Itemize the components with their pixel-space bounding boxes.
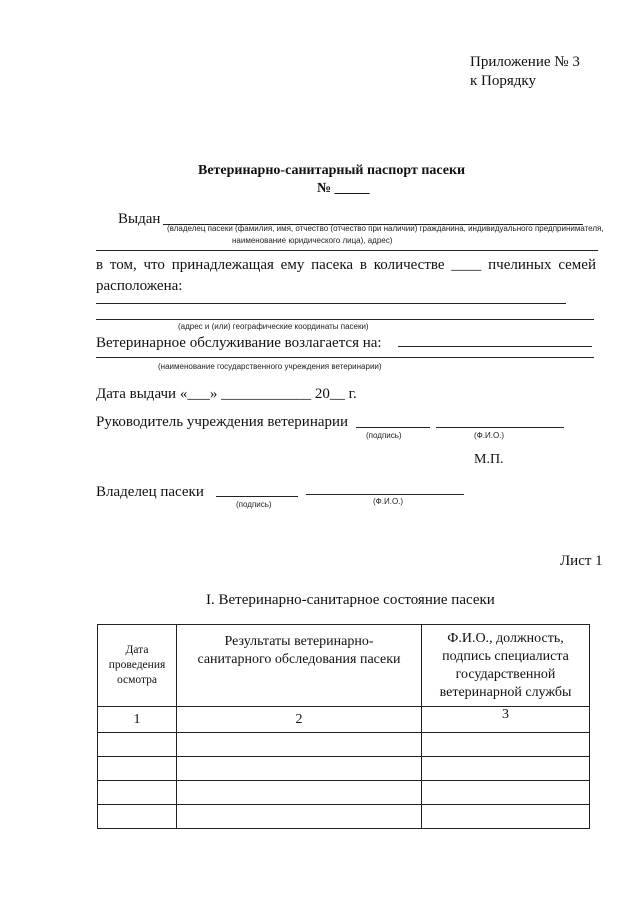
owner-name-hint: (Ф.И.О.) (373, 497, 404, 506)
table-cell[interactable] (98, 757, 177, 781)
owner-name-line (306, 494, 464, 495)
apiary-hint: (адрес и (или) географические координаты пасеки) (178, 322, 369, 331)
table-cell[interactable] (177, 805, 422, 829)
table-cell[interactable] (422, 733, 590, 757)
apiary-blank-line-2 (96, 319, 594, 320)
table-row (98, 733, 590, 757)
col3-line: государственной (455, 666, 556, 682)
column-header-specialist (422, 625, 590, 707)
vet-service-blank-line-2 (96, 357, 594, 358)
column-header-date (98, 625, 177, 707)
section-title: I. Ветеринарно-санитарное состояние пасеки (206, 592, 495, 608)
sheet-label: Лист 1 (560, 553, 603, 569)
col2-line: санитарного обследования пасеки (197, 652, 401, 667)
table-row (98, 781, 590, 805)
head-signature-label: Руководитель учреждения ветеринарии (96, 414, 349, 430)
head-sign-hint: (подпись) (366, 431, 402, 440)
vet-service-blank-line-1 (398, 346, 592, 347)
head-name-hint: (Ф.И.О.) (474, 431, 505, 440)
head-name-line (436, 427, 564, 428)
col1-line: осмотра (116, 674, 158, 686)
issued-label: Выдан (118, 211, 161, 227)
column-number-3: 3 (422, 707, 590, 733)
col3-line: подпись специалиста (442, 648, 569, 664)
col1-line: Дата (125, 644, 149, 656)
owner-signature-label: Владелец пасеки (96, 484, 204, 500)
apiary-blank-line-1 (96, 303, 566, 304)
apiary-statement: в том, что принадлежащая ему пасека в количестве ____ пчелиных семей (96, 257, 596, 273)
owner-signature-line (216, 496, 298, 497)
vet-service-label: Ветеринарное обслуживание возлагается на: (96, 335, 382, 351)
table-row (98, 805, 590, 829)
table-number-row (98, 707, 590, 733)
column-header-results (177, 625, 422, 707)
column-number-1: 1 (98, 707, 177, 733)
passport-number: № _____ (317, 181, 370, 196)
vet-service-hint: (наименование государственного учреждения ветеринарии) (158, 362, 382, 371)
head-signature-line (356, 427, 430, 428)
inspection-table (97, 624, 590, 829)
col1-line: проведения (108, 659, 166, 671)
table-header-row (98, 625, 590, 707)
issued-blank-line-2 (96, 250, 598, 251)
issued-hint-1: (владелец пасеки (фамилия, имя, отчество (отчество при наличии) гражданина, индивидуального предпринимателя, (167, 224, 604, 233)
col3-line: ветеринарной службы (439, 684, 572, 700)
table-cell[interactable] (422, 781, 590, 805)
apiary-located-label: расположена: (96, 278, 183, 294)
stamp-mark: М.П. (474, 452, 504, 467)
table-cell[interactable] (177, 781, 422, 805)
table-cell[interactable] (177, 757, 422, 781)
table-row (98, 757, 590, 781)
owner-sign-hint: (подпись) (236, 500, 272, 509)
column-number-2: 2 (177, 707, 422, 733)
table-cell[interactable] (177, 733, 422, 757)
issue-date: Дата выдачи «___» ____________ 20__ г. (96, 386, 357, 402)
col3-line: Ф.И.О., должность, (447, 630, 564, 646)
col2-line: Результаты ветеринарно- (224, 634, 374, 649)
table-cell[interactable] (422, 757, 590, 781)
table-cell[interactable] (98, 781, 177, 805)
table-cell[interactable] (98, 805, 177, 829)
document-title: Ветеринарно-санитарный паспорт пасеки (198, 163, 466, 178)
table-cell[interactable] (98, 733, 177, 757)
issued-hint-2: наименование юридического лица), адрес) (232, 236, 393, 245)
appendix-line-2: к Порядку (470, 73, 536, 89)
appendix-line-1: Приложение № 3 (470, 54, 580, 70)
table-cell[interactable] (422, 805, 590, 829)
